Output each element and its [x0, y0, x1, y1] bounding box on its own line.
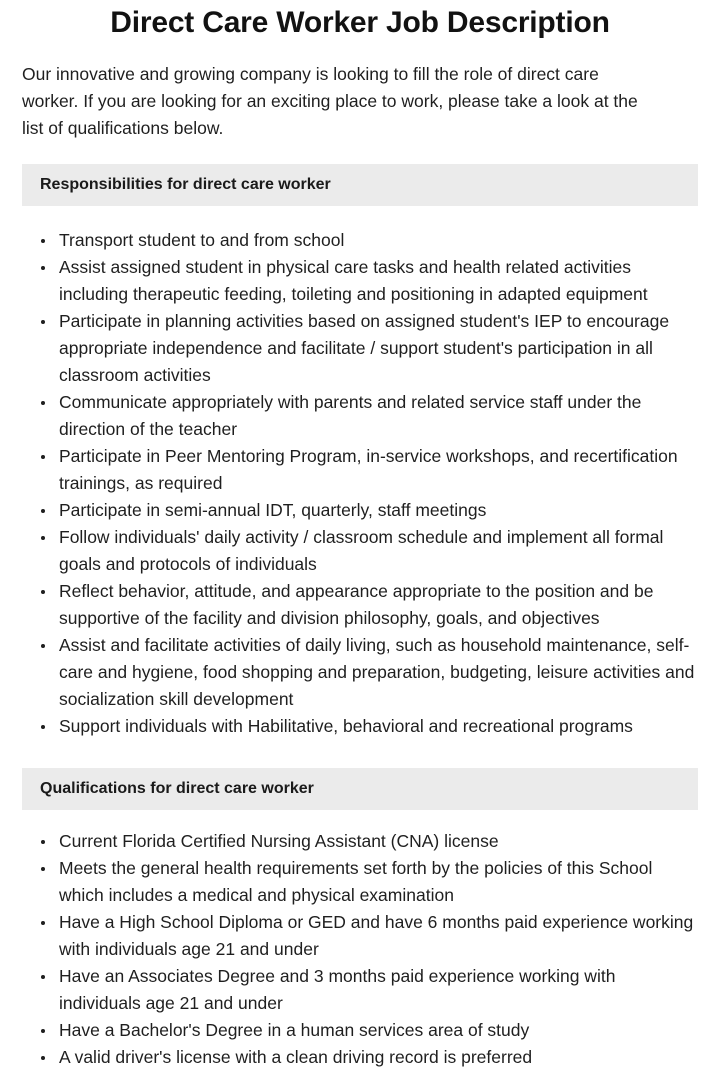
qualifications-list: [0, 828, 720, 1071]
responsibilities-list: [0, 227, 720, 740]
qualifications-header-label: Qualifications for direct care worker: [40, 780, 314, 797]
list-item: Have a Bachelor's Degree in a human services area of study: [0, 1017, 698, 1044]
list-item: Have a High School Diploma or GED and have 6 months paid experience working with individuals age 21 and under: [0, 909, 698, 963]
responsibilities-section: [0, 142, 720, 740]
list-item: Participate in semi-annual IDT, quarterly, staff meetings: [0, 497, 698, 524]
responsibilities-header-label: Responsibilities for direct care worker: [40, 176, 331, 193]
list-item: Current Florida Certified Nursing Assistant (CNA) license: [0, 828, 698, 855]
page-title: Direct Care Worker Job Description: [110, 6, 610, 39]
list-top-spacer: [0, 206, 720, 227]
list-item: Meets the general health requirements set forth by the policies of this School which includes a medical and physical examination: [0, 855, 698, 909]
responsibilities-header: [22, 164, 698, 206]
list-item: Assist and facilitate activities of daily living, such as household maintenance, self-care and hygiene, food shopping and preparation, budgeting, leisure activities and socialization skill development: [0, 632, 698, 713]
list-item: A valid driver's license with a clean driving record is preferred: [0, 1044, 698, 1071]
qualifications-header: [22, 768, 698, 810]
list-item: Support individuals with Habilitative, behavioral and recreational programs: [0, 713, 698, 740]
section-spacer: [0, 142, 720, 164]
list-item: Participate in planning activities based on assigned student's IEP to encourage appropriate independence and facilitate / support student's participation in all classroom activities: [0, 308, 698, 389]
list-item: Follow individuals' daily activity / classroom schedule and implement all formal goals and protocols of individuals: [0, 524, 698, 578]
qualifications-section: [0, 740, 720, 1071]
list-item: Communicate appropriately with parents and related service staff under the direction of the teacher: [0, 389, 698, 443]
list-item: Transport student to and from school: [0, 227, 698, 254]
list-top-spacer: [0, 810, 720, 828]
list-item: Participate in Peer Mentoring Program, in-service workshops, and recertification trainings, as required: [0, 443, 698, 497]
list-item: Reflect behavior, attitude, and appearance appropriate to the position and be supportive of the facility and division philosophy, goals, and objectives: [0, 578, 698, 632]
intro-paragraph: Our innovative and growing company is looking to fill the role of direct care worker. If you are looking for an exciting place to work, please take a look at the list of qualifications below.: [22, 64, 638, 138]
list-item: Assist assigned student in physical care tasks and health related activities including therapeutic feeding, toileting and positioning in adapted equipment: [0, 254, 698, 308]
list-item: Have an Associates Degree and 3 months paid experience working with individuals age 21 and under: [0, 963, 698, 1017]
section-gap: [0, 740, 720, 768]
